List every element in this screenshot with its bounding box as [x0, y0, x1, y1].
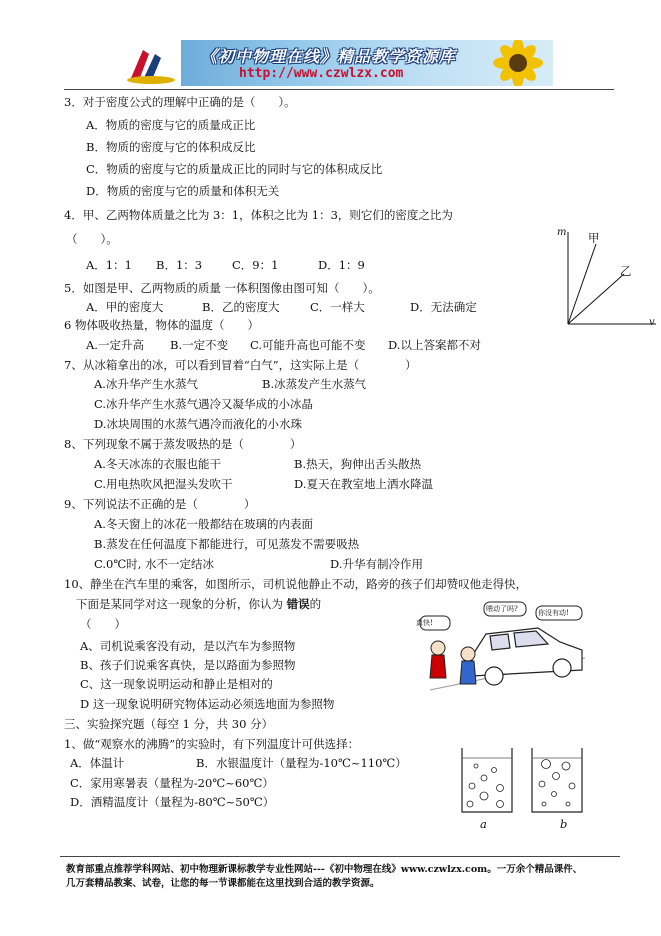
- e1-option-a: A．体温计: [70, 756, 125, 770]
- beaker-b-label: b: [560, 817, 568, 831]
- bubble-passenger: 你没有动!: [538, 609, 569, 617]
- q3-option-c: C．物质的密度与它的质量成正比的同时与它的体积成反比: [86, 162, 383, 176]
- q10-stem-cont: [76, 597, 321, 611]
- q6-option-a: A.一定升高: [86, 338, 144, 352]
- q7-option-b: B.冰蒸发产生水蒸气: [262, 377, 367, 391]
- e1-option-c: C．家用寒暑表（量程为-20℃~60℃）: [70, 776, 274, 790]
- header-rule: [64, 89, 614, 90]
- q10-stem-emphasis: 错误: [286, 597, 310, 611]
- q3-stem: 3．对于密度公式的理解中正确的是（ ）。: [64, 95, 296, 109]
- q7-option-d: D.冰块周围的水蒸气遇冷而液化的小水珠: [94, 417, 302, 431]
- banner-title: 《初中物理在线》精品教学资源库: [201, 47, 457, 66]
- footer-line-1: 教育部重点推荐学科网站、初中物理新课标教学专业性网站---《初中物理在线》www.czwlzx.com。一万余个精品课件、: [66, 864, 583, 875]
- q9-stem: 9、下列说法不正确的是（ ）: [64, 497, 256, 511]
- graph-y-axis-label: m: [557, 227, 567, 238]
- e1-stem: 1、做“观察水的沸腾”的实验时，有下列温度计可供选择：: [64, 737, 360, 751]
- bubbles-b: [539, 760, 575, 807]
- q5-option-c: C．一样大: [310, 300, 365, 314]
- q6-option-d: D.以上答案都不对: [388, 338, 481, 352]
- q8-option-a: A.冬天冰冻的衣服也能干: [94, 457, 221, 471]
- q10-option-d: D 这一现象说明研究物体运动必须选地面为参照物: [80, 697, 335, 711]
- beaker-a-label: a: [480, 817, 487, 831]
- q4-option-c: C．9：1: [232, 258, 279, 272]
- footer-rule: [60, 856, 620, 857]
- header-banner: [121, 40, 553, 86]
- q4-option-b: B．1：3: [156, 258, 203, 272]
- q10-answer-paren: （ ）: [80, 617, 126, 631]
- q5-option-d: D．无法确定: [410, 300, 477, 314]
- q3-option-b: B．物质的密度与它的体积成反比: [86, 140, 256, 154]
- q3-option-d: D．物质的密度与它的质量和体积无关: [86, 184, 280, 198]
- q10-option-b: B、孩子们说乘客真快，是以路面为参照物: [80, 658, 296, 672]
- q8-option-c: C.用电热吹风把湿头发吹干: [94, 477, 233, 491]
- graph-label-jia: 甲: [588, 231, 600, 245]
- q7-option-a: A.冰升华产生水蒸气: [94, 377, 198, 391]
- q10-stem-pre: 下面是某同学对这一现象的分析，你认为: [76, 597, 283, 611]
- banner-url[interactable]: http://www.czwlzx.com: [239, 66, 404, 81]
- q10-stem-post: 的: [309, 597, 322, 611]
- q4-stem: 4．甲、乙两物体质量之比为 3：1，体积之比为 1：3，则它们的密度之比为: [64, 208, 453, 222]
- q6-option-b: B.一定不变: [170, 338, 229, 352]
- q6-option-c: C.可能升高也可能不变: [250, 338, 366, 352]
- q10-option-a: A、司机说乘客没有动，是以汽车为参照物: [80, 639, 296, 653]
- graph-x-axis-label: v: [649, 317, 655, 328]
- footer-line-2: 几万套精品教案、试卷，让您的每一节课都能在这里找到合适的教学资源。: [66, 878, 380, 889]
- q8-stem: 8、下列现象不属于蒸发吸热的是（ ）: [64, 437, 302, 451]
- mass-volume-graph: [556, 224, 661, 334]
- q5-stem: 5．如图是甲、乙两物质的质量 一体积图像由图可知（ ）。: [64, 281, 380, 295]
- q9-option-c: C.0℃时, 水不一定结冰: [94, 557, 215, 571]
- q7-stem: 7、从冰箱拿出的冰，可以看到冒着“白气”，这实际上是（ ）: [64, 358, 417, 372]
- q6-stem: 6 物体吸收热量，物体的温度（ ）: [64, 318, 259, 332]
- bubble-driver: 喂动了吗?: [486, 605, 518, 613]
- q10-stem: 10、静坐在汽车里的乘客，如图所示，司机说他静止不动，路旁的孩子们却赞叹他走得快，: [64, 577, 528, 591]
- q4-stem-cont: （ ）。: [66, 232, 118, 246]
- section3-title: 三、实验探究题（每空 1 分，共 30 分）: [64, 717, 274, 731]
- q9-option-a: A.冬天窗上的冰花一般都结在玻璃的内表面: [94, 517, 313, 531]
- q7-option-c: C.冰升华产生水蒸气遇冷又凝华成的小冰晶: [94, 397, 314, 411]
- q8-option-d: D.夏天在教室地上洒水降温: [294, 477, 433, 491]
- q4-option-a: A．1：1: [86, 258, 132, 272]
- q9-option-b: B.蒸发在任何温度下都能进行，可见蒸发不需要吸热: [94, 537, 360, 551]
- boiling-beakers-diagram: [454, 744, 594, 824]
- q3-option-a: A．物质的密度与它的质量成正比: [86, 118, 256, 132]
- q5-option-b: B．乙的密度大: [202, 300, 280, 314]
- site-logo-icon: [121, 40, 181, 86]
- e1-option-b: B．水银温度计（量程为-10℃~110℃）: [196, 756, 407, 770]
- e1-option-d: D．酒精温度计（量程为-80℃~50℃）: [70, 795, 275, 809]
- q10-option-c: C、这一现象说明运动和静止是相对的: [80, 677, 273, 691]
- bubble-kids: 真快!: [416, 619, 433, 627]
- q9-option-d: D.升华有制冷作用: [330, 557, 423, 571]
- bubbles-a: [467, 764, 504, 808]
- graph-label-yi: 乙: [620, 264, 632, 278]
- q8-option-b: B.热天，狗伸出舌头散热: [294, 457, 422, 471]
- q5-option-a: A．甲的密度大: [86, 300, 164, 314]
- sunflower-icon: [483, 40, 553, 86]
- q4-option-d: D．1：9: [318, 258, 365, 272]
